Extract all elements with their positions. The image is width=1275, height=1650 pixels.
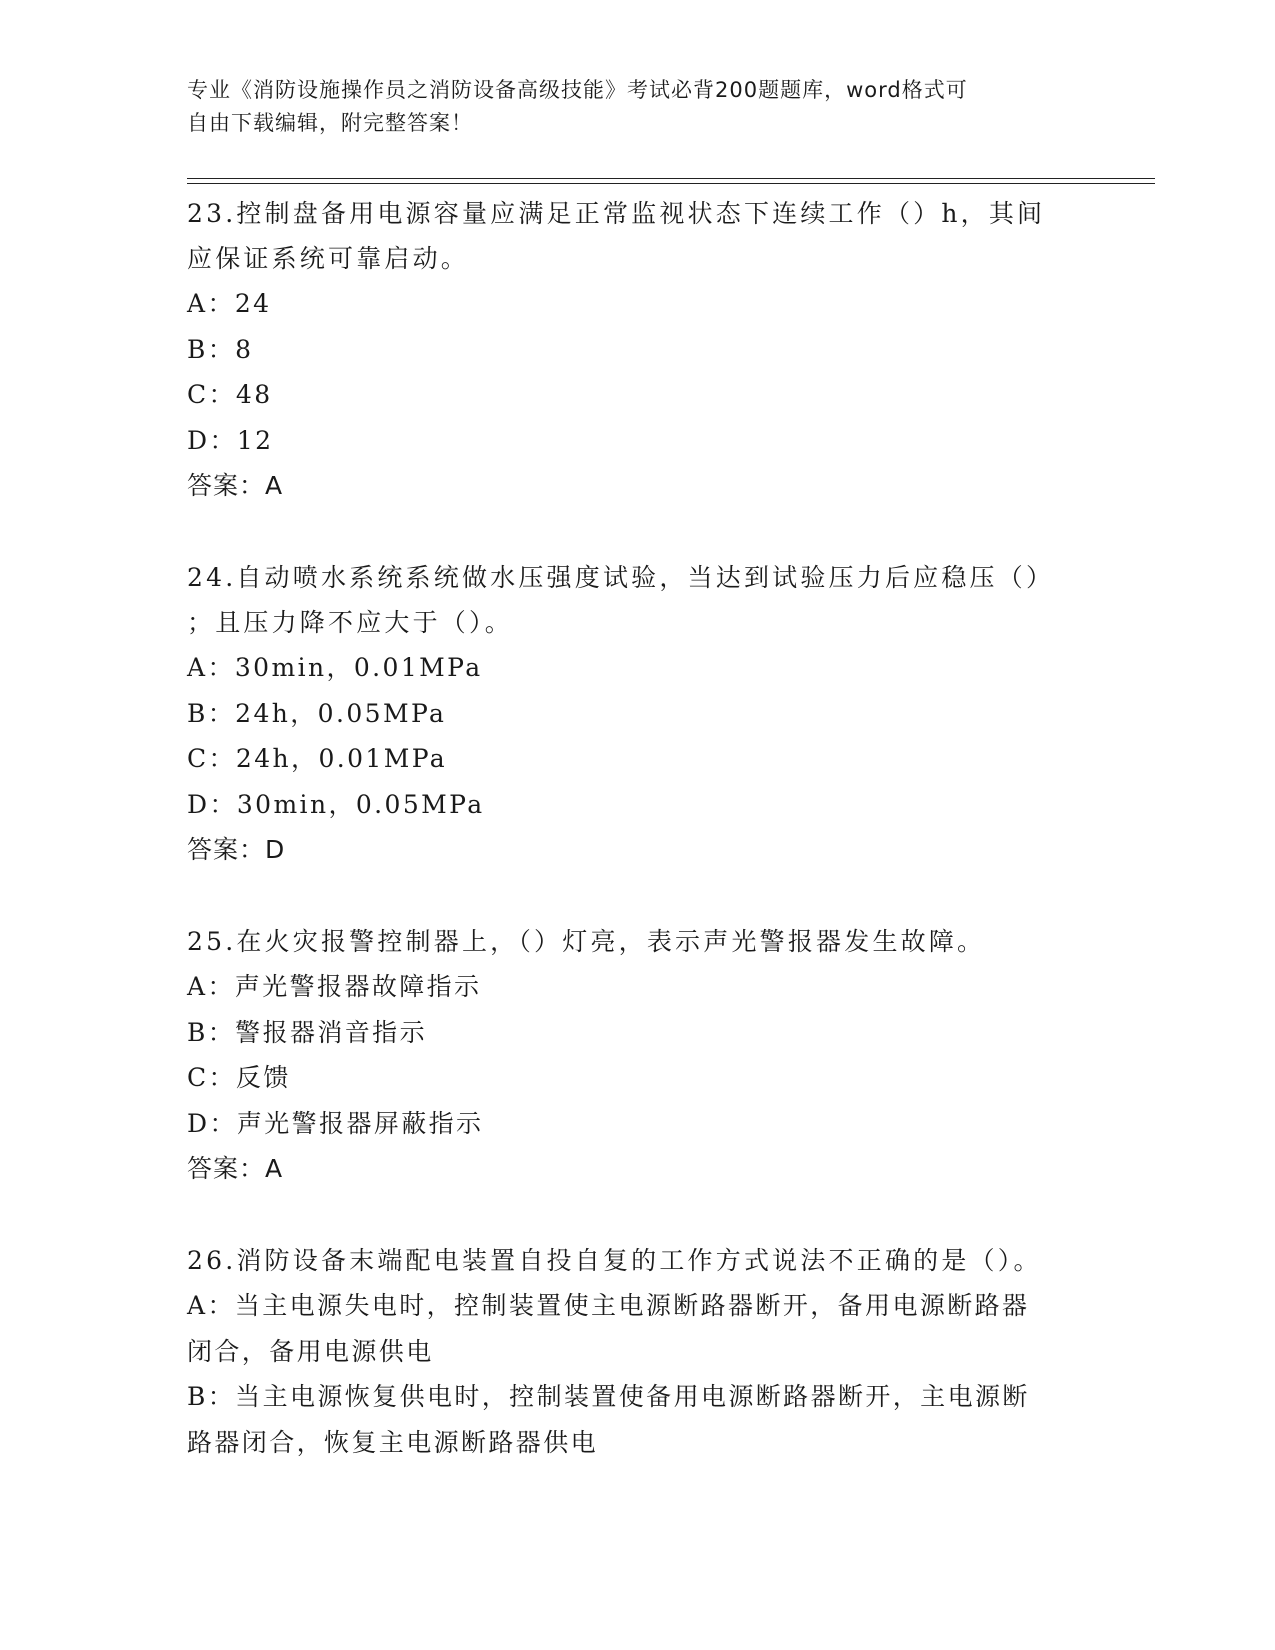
document-header bbox=[187, 74, 1087, 140]
option-a: A：24 bbox=[187, 289, 272, 318]
header-divider-bottom bbox=[187, 183, 1155, 184]
option-b: B：警报器消音指示 bbox=[187, 1017, 427, 1047]
question-26 bbox=[187, 1235, 1087, 1465]
question-24 bbox=[187, 552, 1087, 872]
answer: 答案：D bbox=[187, 835, 286, 864]
question-text bbox=[187, 916, 1087, 964]
option-d: D：声光警报器屏蔽指示 bbox=[187, 1108, 484, 1138]
option-a: A：当主电源失电时，控制装置使主电源断路器断开，备用电源断路器 bbox=[187, 1291, 1030, 1320]
question-text bbox=[187, 188, 1087, 281]
question-text-line: 24.自动喷水系统系统做水压强度试验，当达到试验压力后应稳压（） bbox=[187, 563, 1055, 592]
option-a-continued: 闭合，备用电源供电 bbox=[187, 1336, 434, 1366]
answer: 答案：A bbox=[187, 1154, 284, 1183]
option-b-continued: 路器闭合，恢复主电源断路器供电 bbox=[187, 1427, 599, 1457]
question-text-line: 23.控制盘备用电源容量应满足正常监视状态下连续工作（）h，其间 bbox=[187, 199, 1046, 228]
option-c: C：48 bbox=[187, 380, 273, 409]
option-d: D：12 bbox=[187, 425, 274, 455]
option-b: B：24h，0.05MPa bbox=[187, 698, 447, 728]
question-text-line: 25.在火灾报警控制器上，（）灯亮，表示声光警报器发生故障。 bbox=[187, 927, 986, 956]
question-text-line: ；且压力降不应大于（）。 bbox=[187, 608, 513, 637]
question-text bbox=[187, 552, 1087, 645]
question-spacer bbox=[187, 1191, 1087, 1235]
option-c: C：反馈 bbox=[187, 1063, 291, 1092]
question-spacer bbox=[187, 508, 1087, 552]
option-c: C：24h，0.01MPa bbox=[187, 744, 448, 773]
option-a: A：声光警报器故障指示 bbox=[187, 972, 482, 1001]
header-line-2: 自由下载编辑，附完整答案！ bbox=[187, 111, 473, 135]
header-divider-top bbox=[187, 178, 1155, 179]
question-text-line: 应保证系统可靠启动。 bbox=[187, 244, 470, 273]
option-d: D：30min，0.05MPa bbox=[187, 789, 485, 819]
option-b: B：8 bbox=[187, 334, 254, 364]
question-text bbox=[187, 1235, 1087, 1283]
question-text-line: 26.消防设备末端配电装置自投自复的工作方式说法不正确的是（）。 bbox=[187, 1246, 1042, 1275]
answer: 答案：A bbox=[187, 471, 284, 500]
question-spacer bbox=[187, 872, 1087, 916]
question-list bbox=[187, 188, 1087, 1465]
question-25 bbox=[187, 916, 1087, 1191]
option-b: B：当主电源恢复供电时，控制装置使备用电源断路器断开，主电源断 bbox=[187, 1382, 1030, 1411]
option-a: A：30min，0.01MPa bbox=[187, 653, 483, 682]
question-23 bbox=[187, 188, 1087, 508]
header-line-1: 专业《消防设施操作员之消防设备高级技能》考试必背200题题库，word格式可 bbox=[187, 78, 968, 102]
